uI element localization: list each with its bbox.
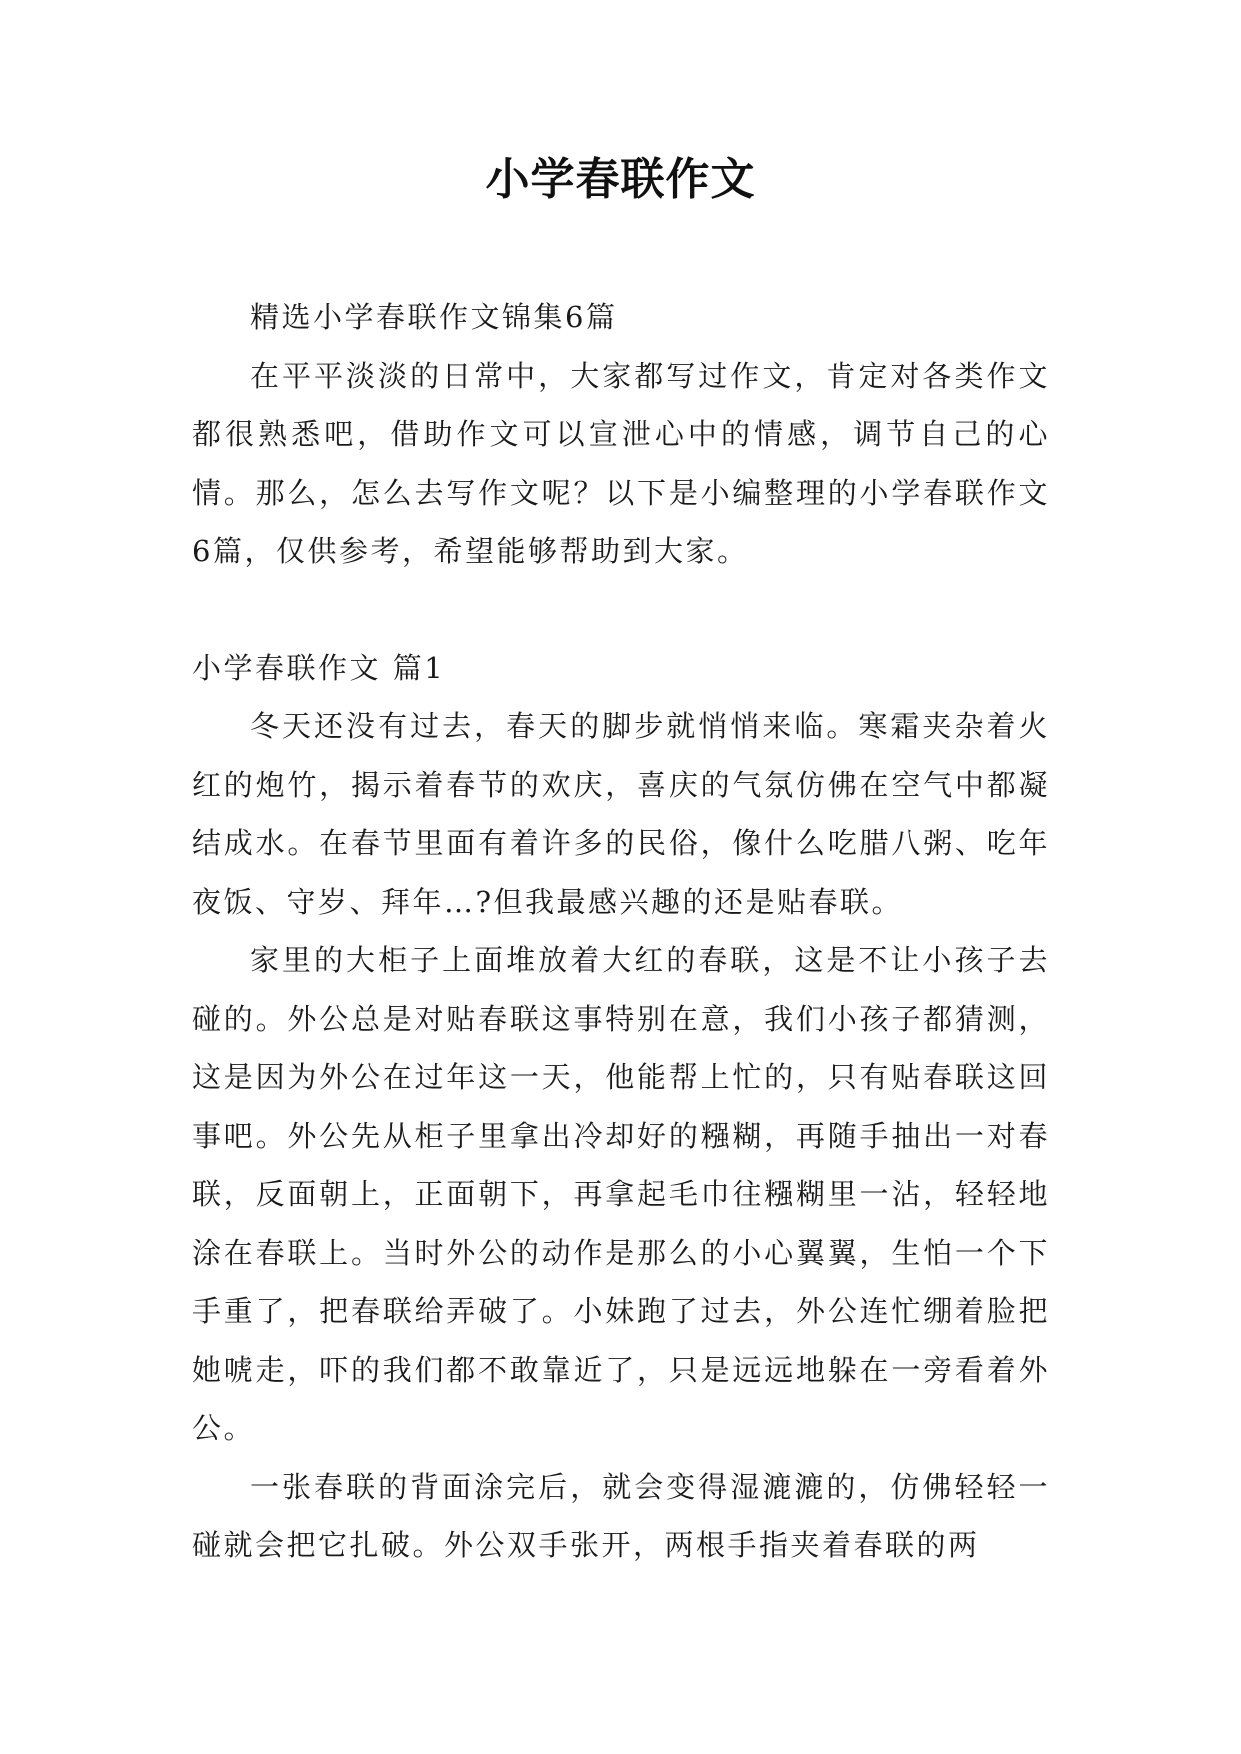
section-heading: 小学春联作文 篇1 [192,650,446,685]
intro-paragraph: 在平平淡淡的日常中，大家都写过作文，肯定对各类作文都很熟悉吧，借助作文可以宣泄心中的情感，调节自己的心情。那么，怎么去写作文呢？以下是小编整理的小学春联作文6篇，仅供参考，希望能够帮助到大家。 [192,358,1050,568]
document-body [192,288,1050,1575]
body-paragraph-1: 冬天还没有过去，春天的脚步就悄悄来临。寒霜夹杂着火红的炮竹，揭示着春节的欢庆，喜庆的气氛仿佛在空气中都凝结成水。在春节里面有着许多的民俗，像什么吃腊八粥、吃年夜饭、守岁、拜年…?但我最感兴趣的还是贴春联。 [192,709,1050,919]
document-title: 小学春联作文 [485,154,756,205]
body-paragraph-2: 家里的大柜子上面堆放着大红的春联，这是不让小孩子去碰的。外公总是对贴春联这事特别在意，我们小孩子都猜测，这是因为外公在过年这一天，他能帮上忙的，只有贴春联这回事吧。外公先从柜子里拿出冷却好的糨糊，再随手抽出一对春联，反面朝上，正面朝下，再拿起毛巾往糨糊里一沾，轻轻地涂在春联上。当时外公的动作是那么的小心翼翼，生怕一个下手重了，把春联给弄破了。小妹跑了过去，外公连忙绷着脸把她唬走，吓的我们都不敢靠近了，只是远远地躲在一旁看着外公。 [192,943,1050,1445]
document-subtitle: 精选小学春联作文锦集6篇 [250,300,618,334]
body-paragraph-3: 一张春联的背面涂完后，就会变得湿漉漉的，仿佛轻轻一碰就会把它扎破。外公双手张开，两根手指夹着春联的两 [192,1469,1050,1562]
